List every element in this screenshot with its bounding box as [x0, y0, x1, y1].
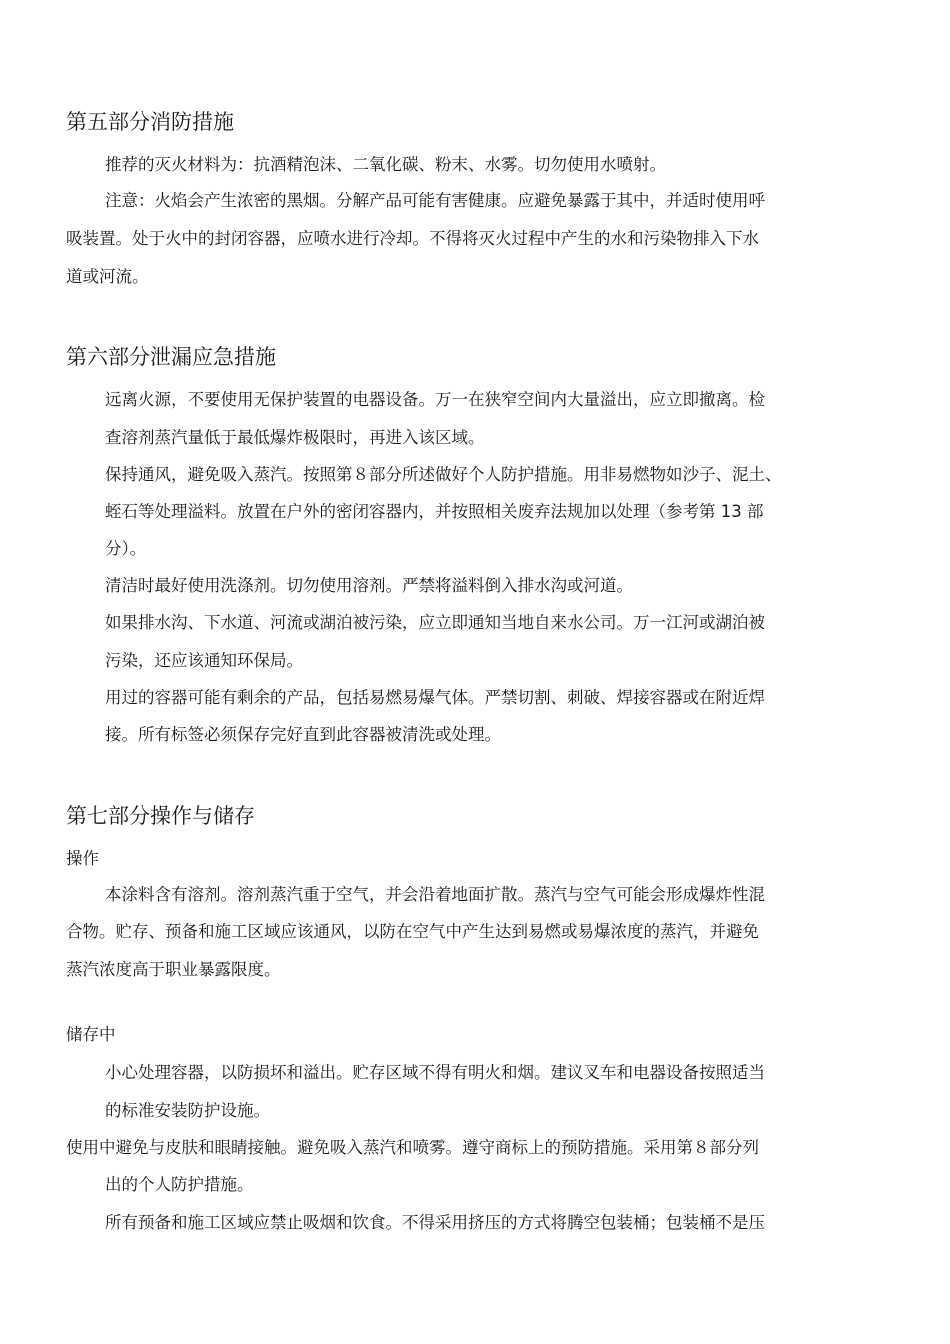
- section7-heading-prefix: 第七部分: [66, 804, 150, 828]
- section6-line-6: 清洁时最好使用洗涤剂。切勿使用溶剂。严禁将溢料倒入排水沟或河道。: [105, 576, 633, 595]
- subheading-operation: 操作: [66, 849, 99, 868]
- section5-heading: 第五部分消防措施: [66, 110, 234, 134]
- section6-line-3: 保持通风，避免吸入蒸汽。按照第８部分所述做好个人防护措施。用非易燃物如沙子、泥土、: [105, 465, 782, 484]
- section7-heading-main: 操作与储存: [150, 804, 255, 828]
- section6-line-7: 如果排水沟、下水道、河流或湖泊被污染，应立即通知当地自来水公司。万一江河或湖泊被: [105, 613, 765, 632]
- storage-line-5: 所有预备和施工区域应禁止吸烟和饮食。不得采用挤压的方式将腾空包装桶；包装桶不是压: [105, 1213, 765, 1232]
- section6-line-5: 分）。: [105, 539, 147, 558]
- storage-line-2: 的标准安装防护设施。: [105, 1101, 270, 1120]
- storage-line-4: 出的个人防护措施。: [105, 1175, 254, 1194]
- section6-line-9: 用过的容器可能有剩余的产品，包括易燃易爆气体。严禁切割、刺破、焊接容器或在附近焊: [105, 688, 765, 707]
- section6-line-1: 远离火源，不要使用无保护装置的电器设备。万一在狭窄空间内大量溢出，应立即撤离。检: [105, 390, 765, 409]
- section6-line-10: 接。所有标签必须保存完好直到此容器被清洗或处理。: [105, 725, 501, 744]
- storage-line-3: 使用中避免与皮肤和眼睛接触。避免吸入蒸汽和喷雾。遵守商标上的预防措施。采用第８部分列: [66, 1138, 759, 1157]
- operation-line-1: 本涂料含有溶剂。溶剂蒸汽重于空气，并会沿着地面扩散。蒸汽与空气可能会形成爆炸性混: [105, 885, 765, 904]
- operation-line-3: 蒸汽浓度高于职业暴露限度。: [66, 960, 281, 979]
- operation-line-2: 合物。贮存、预备和施工区域应该通风，以防在空气中产生达到易燃或易爆浓度的蒸汽，并避免: [66, 922, 759, 941]
- section6-line-4: 蛭石等处理溢料。放置在户外的密闭容器内，并按照相关废弃法规加以处理（参考第 13 部: [105, 502, 764, 521]
- section7-heading: [66, 800, 255, 830]
- section6-line-2: 查溶剂蒸汽量低于最低爆炸极限时，再进入该区域。: [105, 428, 485, 447]
- section5-line-4: 道或河流。: [66, 267, 149, 286]
- section6-heading: 第六部分泄漏应急措施: [66, 345, 276, 369]
- section5-line-1: 推荐的灭火材料为：抗酒精泡沫、二氧化碳、粉末、水雾。切勿使用水喷射。: [105, 155, 666, 174]
- section5-line-3: 吸装置。处于火中的封闭容器，应喷水进行冷却。不得将灭火过程中产生的水和污染物排入下水: [66, 229, 759, 248]
- section6-line-8: 污染，还应该通知环保局。: [105, 651, 303, 670]
- storage-line-1: 小心处理容器，以防损坏和溢出。贮存区域不得有明火和烟。建议叉车和电器设备按照适当: [105, 1063, 765, 1082]
- subheading-storage: 储存中: [66, 1025, 116, 1044]
- section5-line-2: 注意：火焰会产生浓密的黑烟。分解产品可能有害健康。应避免暴露于其中，并适时使用呼: [105, 191, 765, 210]
